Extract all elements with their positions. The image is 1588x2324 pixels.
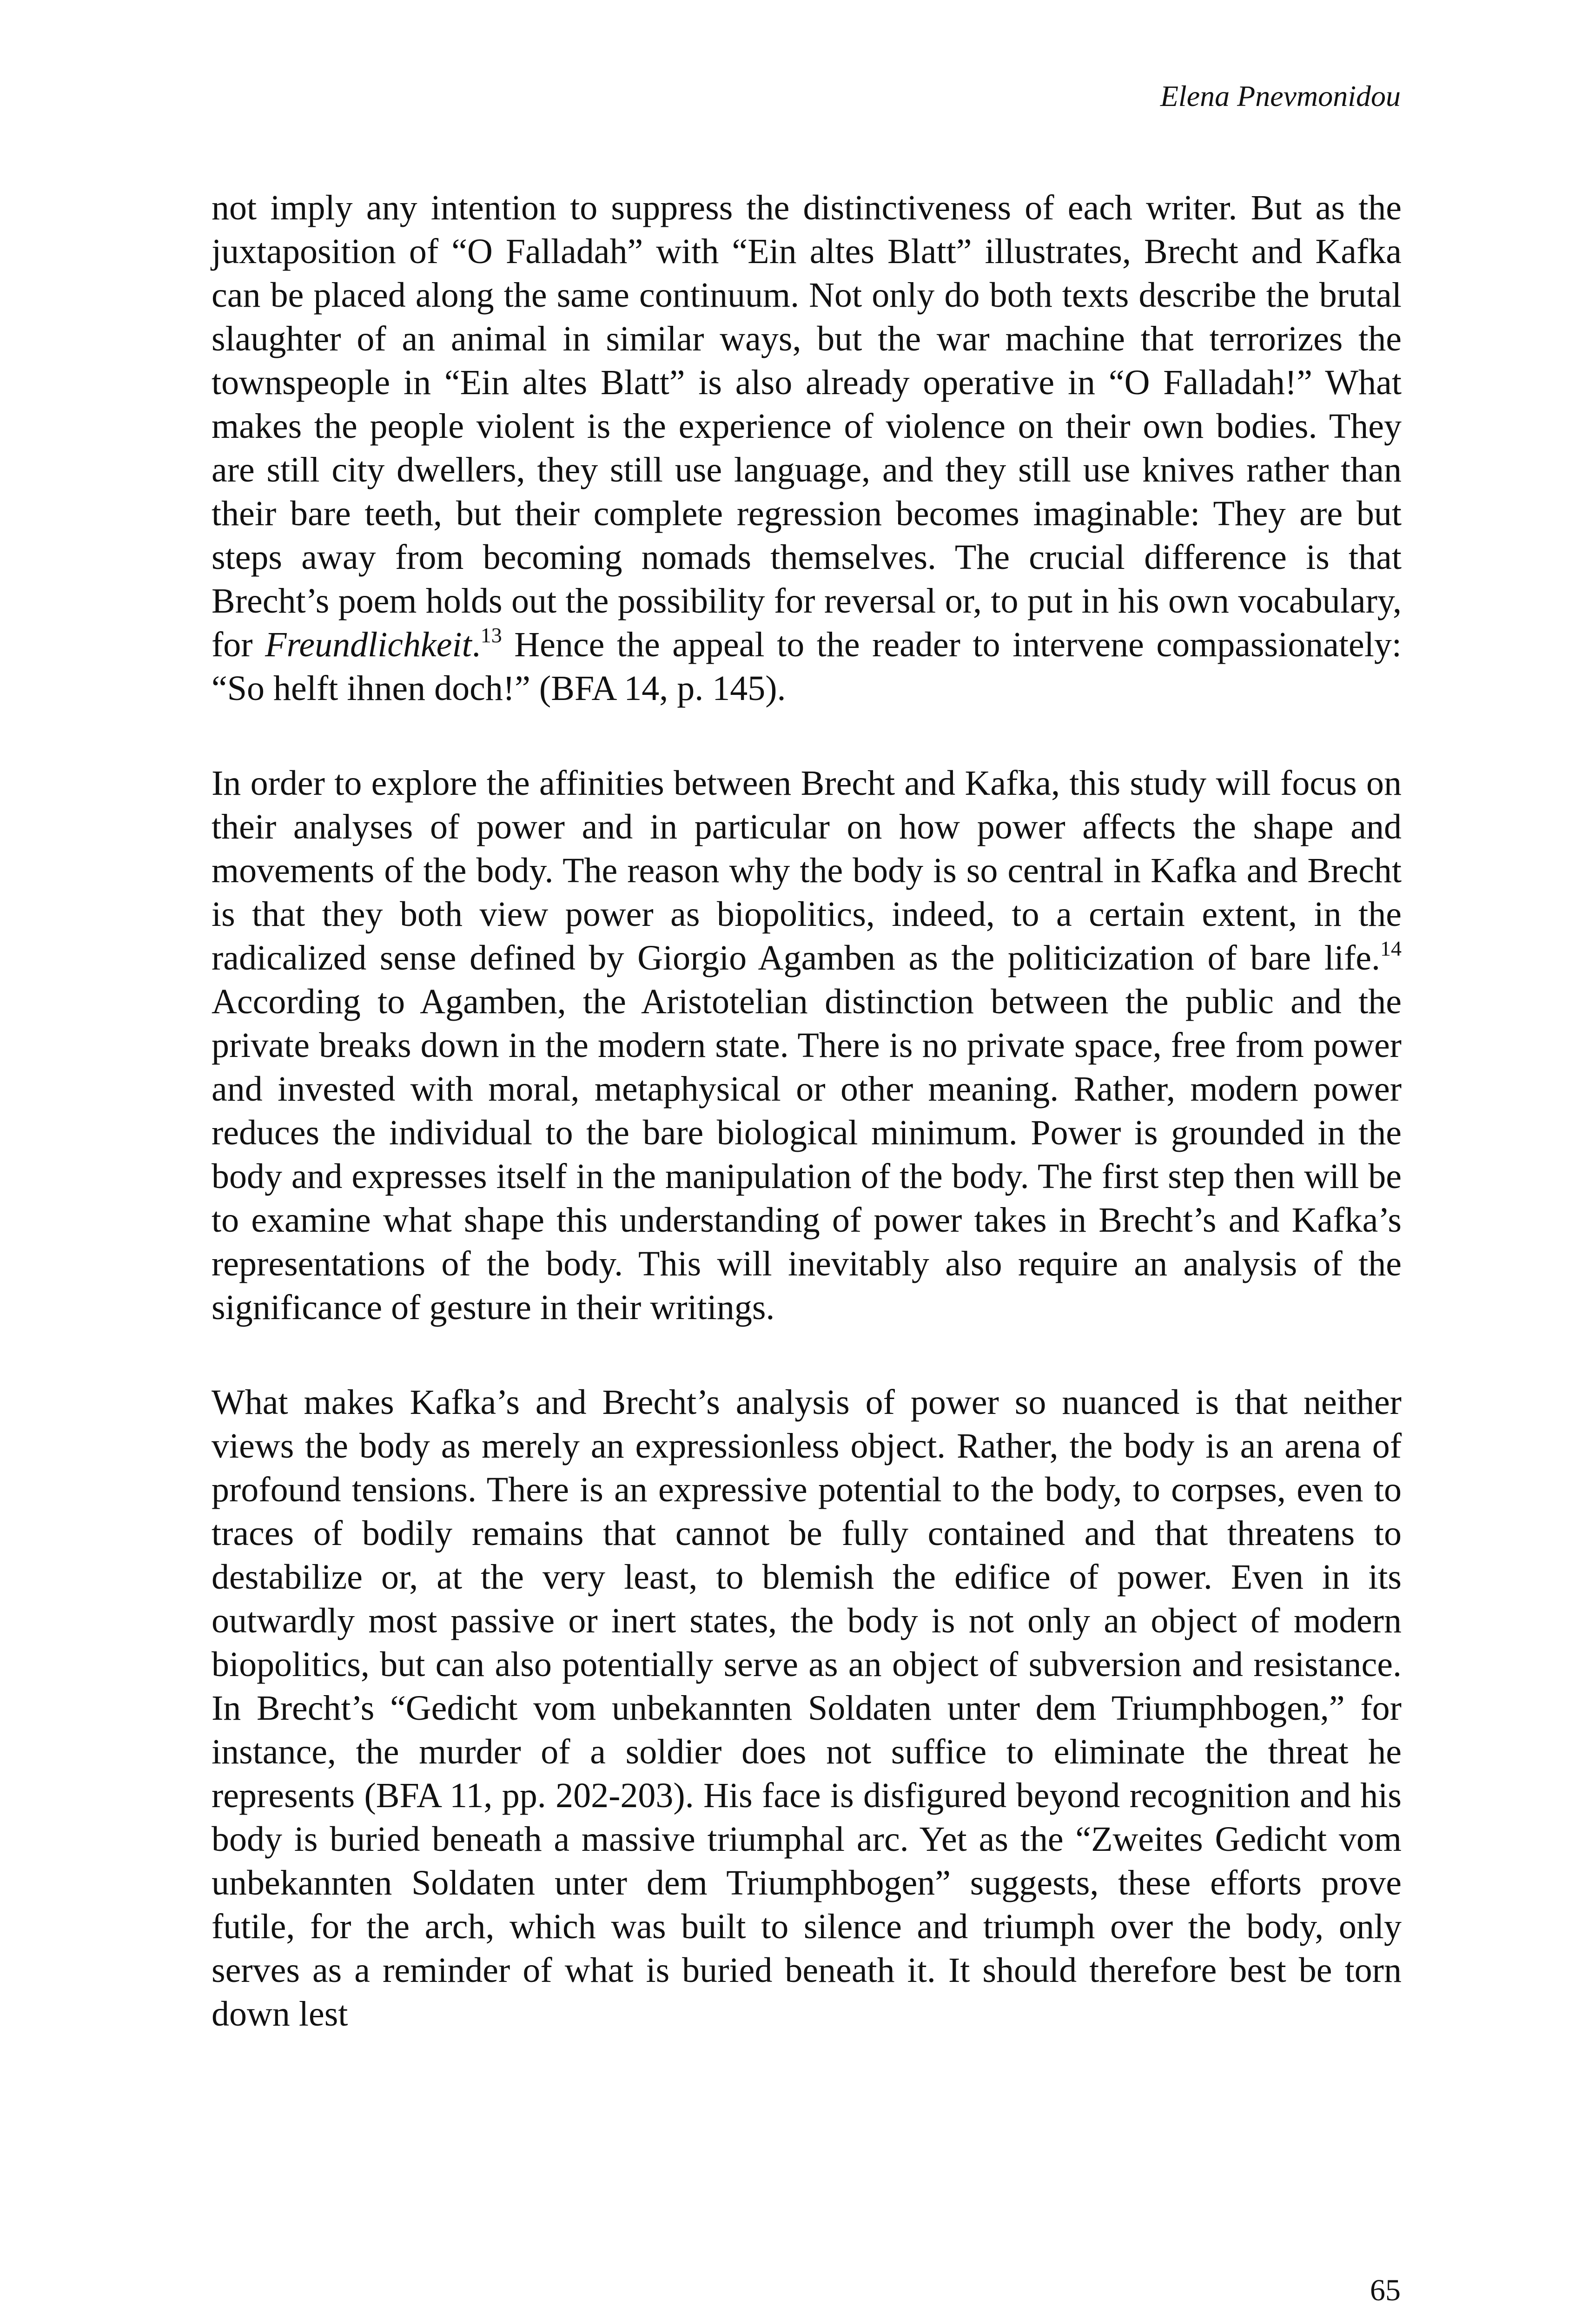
page-number: 65: [1370, 2273, 1401, 2307]
paragraph-1-text-a: not imply any intention to suppress the distinctiveness of each writer. But as the juxtaposition of “O Falladah” with “Ein altes Blatt” illustrates, Brecht and Kafka can be placed along the same continuum. Not only do both texts describe the brutal slaughter of an animal in similar ways, but the war machine that terrorizes the townspeople in “Ein altes Blatt” is also already operative in “O Falladah!” What makes the people violent is the experience of violence on their own bodies. They are still city dwellers, they still use language, and they still use knives rather than their bare teeth, but their complete regression becomes imaginable: They are but steps away from becoming nomads themselves. The crucial difference is that Brecht’s poem holds out the possibility for reversal or, to put in his own vocabulary, for: [212, 188, 1402, 664]
paragraph-2-text-b: According to Agamben, the Aristotelian distinction between the public and the private breaks down in the modern state. There is no private space, free from power and invested with moral, metaphysical or other meaning. Rather, modern power reduces the individual to the bare biological minimum. Power is grounded in the body and expresses itself in the manipulation of the body. The first step then will be to examine what shape this understanding of power takes in Brecht’s and Kafka’s representations of the body. This will inevitably also require an analysis of the significance of gesture in their writings.: [212, 982, 1402, 1327]
paragraph-1: [212, 186, 1402, 710]
paragraph-3: What makes Kafka’s and Brecht’s analysis of power so nuanced is that neither views the body as merely an expressionless object. Rather, the body is an arena of profound tensions. There is an expressive potential to the body, to corpses, even to traces of bodily remains that cannot be fully contained and that threatens to destabilize or, at the very least, to blemish the edifice of power. Even in its outwardly most passive or inert states, the body is not only an object of modern biopolitics, but can also potentially serve as an object of subversion and resistance. In Brecht’s “Gedicht vom unbekannten Soldaten unter dem Triumphbogen,” for instance, the murder of a soldier does not suffice to eliminate the threat he represents (BFA 11, pp. 202-203). His face is disfigured beyond recognition and his body is buried beneath a massive triumphal arc. Yet as the “Zweites Gedicht vom unbekannten Soldaten unter dem Triumphbogen” suggests, these efforts prove futile, for the arch, which was built to silence and triumph over the body, only serves as a reminder of what is buried beneath it. It should therefore best be torn down lest: [212, 1383, 1402, 2034]
body-text: [212, 186, 1402, 2036]
footnote-marker-14: 14: [1380, 937, 1402, 960]
paragraph-2-text-a: In order to explore the affinities between Brecht and Kafka, this study will focus on their analyses of power and in particular on how power affects the shape and movements of the body. The reason why the body is so central in Kafka and Brecht is that they both view power as biopolitics, indeed, to a certain extent, in the radicalized sense defined by Giorgio Agamben as the politicization of bare life.: [212, 764, 1402, 977]
footnote-marker-13: 13: [480, 623, 502, 647]
paragraph-1-text-b: .: [471, 625, 481, 664]
paragraph-2: [212, 761, 1402, 1329]
running-head-author: Elena Pnevmonidou: [1160, 79, 1401, 112]
paragraph-1-text-c: Hence the appeal to the reader to intervene compassionately: “So helft ihnen doch!” (BFA 14, p. 145).: [212, 625, 1402, 708]
italic-term: Freundlichkeit: [265, 625, 472, 664]
